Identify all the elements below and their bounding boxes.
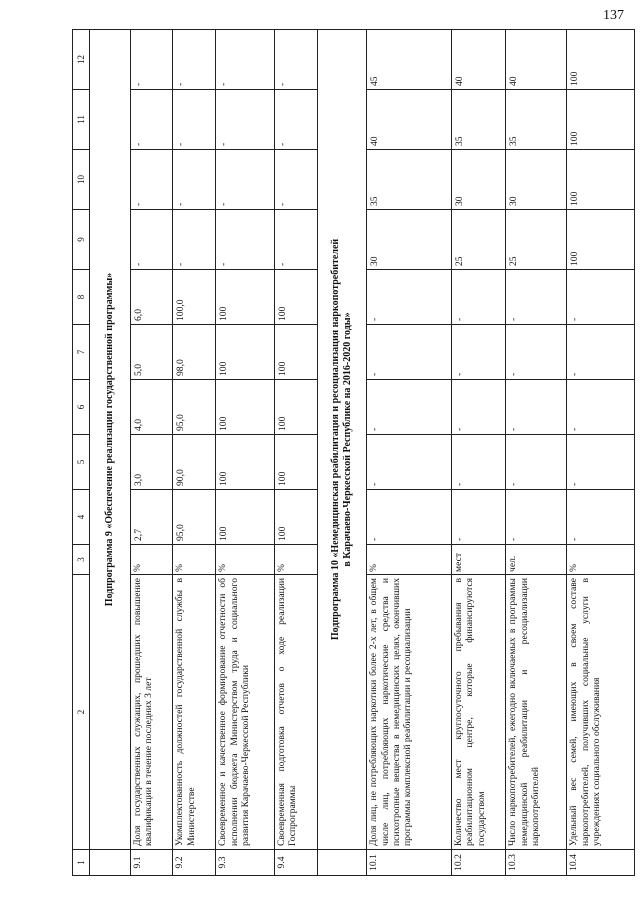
value-cell: - <box>367 325 452 380</box>
row-number: 9.2 <box>173 850 216 876</box>
row-number: 10.4 <box>567 850 635 876</box>
indicator-name: Число наркопотребителей, ежегодно включаемых в программы немедицинской реабилитации и ресоциализации наркопотребителей <box>506 575 567 850</box>
value-cell: 100 <box>567 150 635 210</box>
indicator-name: Доля лиц, не потребляющих наркотики более 2-х лет, в общем числе лиц, потребляющих наркотические средства и психотропные вещества в немедицинских целях, окончивших программы комплексной реабилитации и ресоциализации <box>367 575 452 850</box>
value-cell: - <box>130 90 173 150</box>
column-number: 8 <box>73 270 90 325</box>
value-cell: - <box>506 380 567 435</box>
value-cell: - <box>452 490 506 545</box>
value-cell: 100 <box>216 325 275 380</box>
value-cell: 100,0 <box>173 270 216 325</box>
table-row <box>130 30 173 876</box>
table-row <box>367 30 452 876</box>
column-number: 4 <box>73 490 90 545</box>
value-cell: 45 <box>367 30 452 90</box>
section-header-row <box>89 30 130 876</box>
value-cell: - <box>216 210 275 270</box>
row-number: 9.4 <box>274 850 317 876</box>
row-number: 10.1 <box>367 850 452 876</box>
value-cell: 40 <box>367 90 452 150</box>
value-cell: 100 <box>216 380 275 435</box>
indicator-name: Своевременная подготовка отчетов о ходе реализации Госпрограммы <box>274 575 317 850</box>
unit-cell: мест <box>452 545 506 575</box>
value-cell: - <box>567 380 635 435</box>
value-cell: 40 <box>452 30 506 90</box>
value-cell: 100 <box>216 490 275 545</box>
value-cell: - <box>274 210 317 270</box>
value-cell: - <box>274 150 317 210</box>
column-number: 3 <box>73 545 90 575</box>
value-cell: - <box>452 380 506 435</box>
row-number: 10.3 <box>506 850 567 876</box>
value-cell: - <box>216 90 275 150</box>
column-number: 10 <box>73 150 90 210</box>
column-number: 1 <box>73 850 90 876</box>
value-cell: - <box>567 325 635 380</box>
section-header-row <box>317 30 367 876</box>
value-cell: - <box>506 270 567 325</box>
value-cell: - <box>367 435 452 490</box>
value-cell: - <box>367 380 452 435</box>
value-cell: 100 <box>274 435 317 490</box>
table-row <box>567 30 635 876</box>
table-row <box>173 30 216 876</box>
row-number: 10.2 <box>452 850 506 876</box>
value-cell: 35 <box>452 90 506 150</box>
value-cell: 100 <box>274 490 317 545</box>
table-row <box>216 30 275 876</box>
value-cell: 100 <box>274 270 317 325</box>
value-cell: 90,0 <box>173 435 216 490</box>
value-cell: 100 <box>567 90 635 150</box>
value-cell: - <box>130 210 173 270</box>
unit-cell: % <box>567 545 635 575</box>
value-cell: 100 <box>216 435 275 490</box>
value-cell: - <box>506 325 567 380</box>
value-cell: 100 <box>274 380 317 435</box>
table-row <box>274 30 317 876</box>
value-cell: 2,7 <box>130 490 173 545</box>
unit-cell: % <box>274 545 317 575</box>
value-cell: 100 <box>274 325 317 380</box>
value-cell: - <box>506 435 567 490</box>
value-cell: - <box>274 30 317 90</box>
unit-cell: % <box>216 545 275 575</box>
value-cell: 95,0 <box>173 380 216 435</box>
indicators-table <box>72 29 635 876</box>
value-cell: 25 <box>506 210 567 270</box>
unit-cell: чел. <box>506 545 567 575</box>
unit-cell: % <box>367 545 452 575</box>
row-number: 9.3 <box>216 850 275 876</box>
value-cell: 30 <box>506 150 567 210</box>
unit-cell: % <box>173 545 216 575</box>
value-cell: - <box>452 270 506 325</box>
page-number: 137 <box>603 8 624 23</box>
indicator-name: Количество мест круглосуточного пребывания в реабилитационном центре, которые финансируются государством <box>452 575 506 850</box>
value-cell: - <box>274 90 317 150</box>
value-cell: - <box>567 435 635 490</box>
value-cell: - <box>173 90 216 150</box>
value-cell: 30 <box>367 210 452 270</box>
value-cell: - <box>567 490 635 545</box>
column-number: 6 <box>73 380 90 435</box>
value-cell: 4,0 <box>130 380 173 435</box>
value-cell: 5,0 <box>130 325 173 380</box>
value-cell: 25 <box>452 210 506 270</box>
column-number: 9 <box>73 210 90 270</box>
table-row <box>452 30 506 876</box>
value-cell: 100 <box>216 270 275 325</box>
value-cell: 40 <box>506 30 567 90</box>
row-number: 9.1 <box>130 850 173 876</box>
section-title <box>317 30 367 850</box>
value-cell: - <box>506 490 567 545</box>
value-cell: 95,0 <box>173 490 216 545</box>
rotated-table-sheet <box>72 30 635 876</box>
value-cell: - <box>130 150 173 210</box>
column-number: 2 <box>73 575 90 850</box>
unit-cell: % <box>130 545 173 575</box>
section-title-line: Подпрограмма 10 «Немедицинская реабилитация и ресоциализация наркопотребителей <box>330 238 342 641</box>
value-cell: 3,0 <box>130 435 173 490</box>
column-number-row <box>73 30 90 876</box>
value-cell: - <box>173 150 216 210</box>
value-cell: 98,0 <box>173 325 216 380</box>
indicator-name: Своевременное и качественное формирование отчетности об исполнении бюджета Министерством труда и социального развития Карачаево-Черкесской Республики <box>216 575 275 850</box>
value-cell: - <box>452 325 506 380</box>
value-cell: - <box>452 435 506 490</box>
value-cell: - <box>173 210 216 270</box>
value-cell: 35 <box>367 150 452 210</box>
value-cell: 100 <box>567 210 635 270</box>
value-cell: - <box>367 270 452 325</box>
indicator-name: Укомплектованность должностей государственной службы в Министерстве <box>173 575 216 850</box>
value-cell: - <box>216 150 275 210</box>
indicator-name: Удельный вес семей, имеющих в своем составе наркопотребителей, получивших социальные услуги в учреждениях социального обслуживания <box>567 575 635 850</box>
column-number: 11 <box>73 90 90 150</box>
value-cell: - <box>173 30 216 90</box>
value-cell: - <box>567 270 635 325</box>
table-row <box>506 30 567 876</box>
value-cell: - <box>130 30 173 90</box>
value-cell: 6,0 <box>130 270 173 325</box>
column-number: 12 <box>73 30 90 90</box>
value-cell: - <box>367 490 452 545</box>
section-title-line: в Карачаево-Черкесской Республике на 2016-2020 годы» <box>342 312 354 567</box>
value-cell: 30 <box>452 150 506 210</box>
column-number: 7 <box>73 325 90 380</box>
indicator-name: Доля государственных служащих, прошедших повышение квалификации в течение последних 3 лет <box>130 575 173 850</box>
section-title: Подпрограмма 9 «Обеспечение реализации государственной программы» <box>89 30 130 850</box>
value-cell: - <box>216 30 275 90</box>
value-cell: 100 <box>567 30 635 90</box>
value-cell: 35 <box>506 90 567 150</box>
column-number: 5 <box>73 435 90 490</box>
